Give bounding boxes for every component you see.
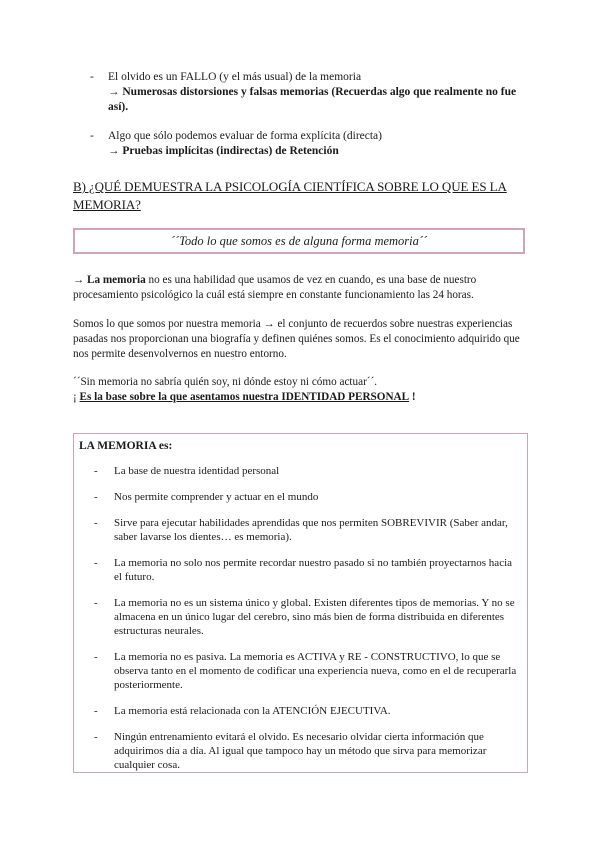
bullet-dash: - (94, 597, 98, 609)
bullet-dash: - (94, 557, 98, 569)
bullet-dash: - (94, 465, 98, 477)
bullet-dash: - (94, 517, 98, 529)
list-item-text: La memoria no es un sistema único y global. Existen diferentes tipos de memorias. Y no se almacena en un único lugar del cerebro, sino más bien de forma distribuida en diferentes estructuras neurales. (114, 597, 515, 637)
arrow-icon: → (108, 86, 120, 98)
list-item (94, 490, 519, 504)
list-item (94, 556, 519, 584)
list-item-text: La memoria no solo nos permite recordar nuestro pasado si no también proyectarnos hacia el futuro. (114, 557, 513, 583)
memory-list (94, 464, 519, 772)
section-title: B) ¿QUÉ DEMUESTRA LA PSICOLOGÍA CIENTÍFICA SOBRE LO QUE ES LA MEMORIA? (73, 179, 507, 212)
bullet-dash: - (90, 71, 94, 83)
bullet-dash: - (94, 705, 98, 717)
bullet-dash: - (90, 130, 94, 142)
paragraph-identity: Somos lo que somos por nuestra memoria → el conjunto de recuerdos sobre nuestras experiencias pasadas nos proporcionan una biografía y definen quiénes somos. Es el conocimiento adquirido que nos permite desenvolvernos en nuestro entorno. (73, 318, 520, 360)
list-item-text: Algo que sólo podemos evaluar de forma explícita (directa) (108, 130, 382, 142)
list-item-detail (108, 144, 530, 159)
open-exclamation: ¡ (73, 391, 77, 403)
list-item-text: El olvido es un FALLO (y el más usual) de la memoria (108, 71, 362, 83)
list-item (90, 129, 530, 159)
detail-text: Pruebas implícitas (indirectas) de Retención (122, 145, 339, 157)
bullet-dash: - (94, 491, 98, 503)
list-item-text: La base de nuestra identidad personal (114, 465, 280, 477)
list-item (94, 730, 519, 772)
list-item-text: Sirve para ejecutar habilidades aprendidas que nos permiten SOBREVIVIR (Saber andar, saber lavarse los dientes… es memoria). (114, 517, 508, 543)
list-item-detail (108, 85, 530, 115)
emphasis-text: Es la base sobre la que asentamos nuestra IDENTIDAD PERSONAL (79, 391, 410, 403)
paragraph-memory-definition (73, 273, 528, 303)
bullet-dash: - (94, 651, 98, 663)
list-item-text: Nos permite comprender y actuar en el mundo (114, 491, 319, 503)
list-item-text: La memoria no es pasiva. La memoria es ACTIVA y RE - CONSTRUCTIVO, lo que se observa tanto en el momento de codificar una experiencia nueva, como en el de recuperarla posteriormente. (114, 651, 517, 691)
memory-box-title: LA MEMORIA es: (79, 440, 173, 452)
list-item-text: La memoria está relacionada con la ATENCIÓN EJECUTIVA. (114, 705, 391, 717)
quote-line: ´´Sin memoria no sabría quién soy, ni dónde estoy ni cómo actuar´´. (73, 376, 378, 388)
list-item-text: Ningún entrenamiento evitará el olvido. Es necesario olvidar cierta información que adquirimos día a día. Al igual que tampoco hay un método que sirva para memorizar cualquier cosa. (114, 731, 487, 771)
list-item (90, 70, 530, 115)
list-item (94, 596, 519, 638)
list-item (94, 464, 519, 478)
list-item (94, 650, 519, 692)
memory-summary-box (73, 433, 528, 773)
list-item (94, 704, 519, 718)
list-item (94, 516, 519, 544)
paragraph-text: no es una habilidad que usamos de vez en cuando, es una base de nuestro procesamiento psicológico la cuál está siempre en constante funcionamiento las 24 horas. (73, 274, 477, 301)
arrow-icon: → (108, 145, 120, 157)
bullet-dash: - (94, 731, 98, 743)
quote-box (73, 228, 525, 254)
arrow-icon: → (73, 274, 85, 286)
close-exclamation: ! (411, 391, 416, 403)
emphasis-line (73, 390, 528, 405)
detail-text: Numerosas distorsiones y falsas memorias (Recuerdas algo que realmente no fue así). (108, 86, 517, 113)
intro-list (90, 70, 530, 173)
paragraph-quote (73, 375, 528, 405)
quote-text: ´´Todo lo que somos es de alguna forma memoria´´ (170, 234, 428, 248)
bold-term: La memoria (86, 274, 146, 286)
